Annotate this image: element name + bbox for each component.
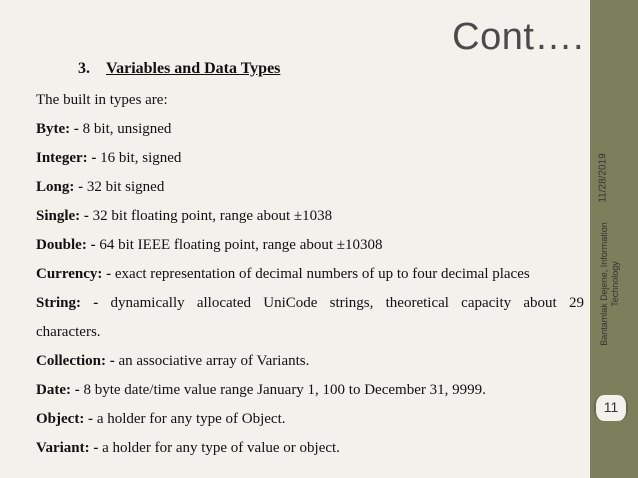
item-word: dynamically (110, 295, 185, 311)
list-item-byte (36, 119, 584, 148)
list-item-collection (36, 351, 584, 380)
slide-title: Cont…. (452, 16, 584, 58)
item-word: strings, (329, 295, 374, 311)
item-label: Currency: - (36, 266, 112, 282)
item-label: Single: - (36, 208, 89, 224)
item-label: Object: - (36, 411, 94, 427)
author-line: Bantamlak Dejene, Information (599, 222, 609, 346)
slide-date: 11/28/2019 (597, 153, 609, 203)
slide-body (36, 90, 584, 467)
item-label: Integer: - (36, 150, 97, 166)
item-label: Variant: - (36, 440, 99, 456)
item-word: 29 (568, 295, 584, 311)
author-line: Technology (610, 261, 620, 307)
item-word: capacity (461, 295, 512, 311)
item-label: Date: - (36, 382, 80, 398)
item-text: 64 bit IEEE floating point, range about ±10308 (99, 237, 383, 253)
list-item-single (36, 206, 584, 235)
item-text: 8 bit, unsigned (82, 121, 172, 137)
item-text: 8 byte date/time value range January 1, 100 to December 31, 9999. (83, 382, 486, 398)
section-number: 3. (78, 60, 90, 77)
list-item-double (36, 235, 584, 264)
item-text: an associative array of Variants. (118, 353, 310, 369)
list-item-string (36, 293, 584, 322)
section-title: Variables and Data Types (106, 60, 281, 77)
list-item-string-continuation: characters. (36, 324, 101, 340)
list-item-date (36, 380, 584, 409)
item-word: UniCode (263, 295, 318, 311)
list-item-integer (36, 148, 584, 177)
item-label: Collection: - (36, 353, 115, 369)
author-credit (599, 222, 621, 346)
item-label: Byte: - (36, 121, 79, 137)
list-item-object (36, 409, 584, 438)
item-word: theoretical (385, 295, 449, 311)
list-item-variant (36, 438, 584, 467)
intro-text: The built in types are: (36, 92, 168, 108)
list-item-long (36, 177, 584, 206)
section-heading (78, 60, 280, 78)
item-label: String: (36, 295, 81, 311)
item-text: 16 bit, signed (100, 150, 182, 166)
page-number: 11 (594, 395, 628, 421)
item-word: allocated (196, 295, 251, 311)
item-label: Double: - (36, 237, 96, 253)
item-text: a holder for any type of value or object. (102, 440, 340, 456)
item-word: about (523, 295, 557, 311)
item-text: 32 bit signed (86, 179, 165, 195)
item-dash: - (93, 295, 99, 311)
item-label: Long: - (36, 179, 84, 195)
list-item-currency (36, 264, 584, 293)
item-text: exact representation of decimal numbers of up to four decimal places (114, 266, 530, 282)
item-text: a holder for any type of Object. (96, 411, 286, 427)
item-text: 32 bit floating point, range about ±1038 (92, 208, 333, 224)
